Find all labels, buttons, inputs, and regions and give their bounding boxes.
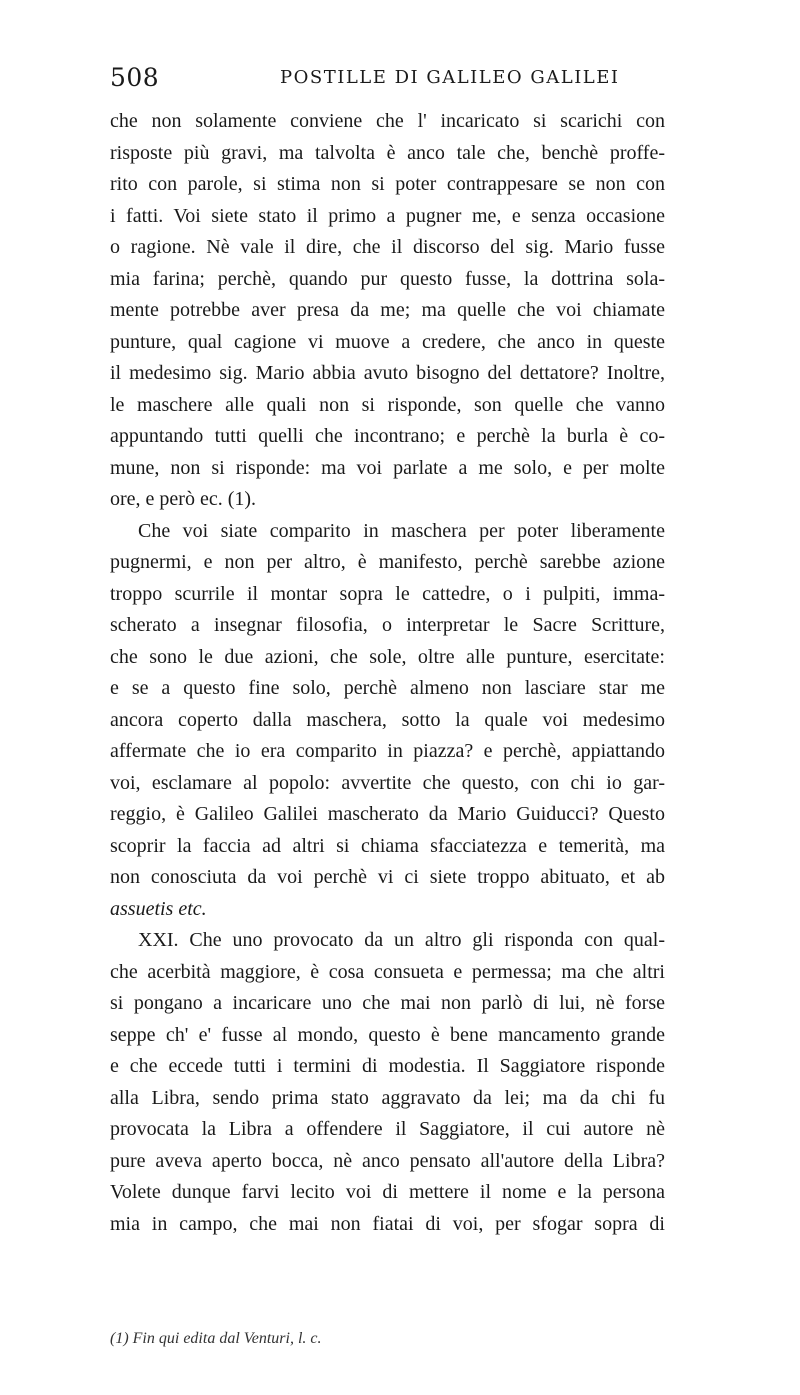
text-line: ore, e però ec. (1). xyxy=(110,488,257,510)
footnote: (1) Fin qui edita dal Venturi, l. c. xyxy=(110,1330,322,1347)
text-line: mune, non si risponde: ma voi parlate a me solo, e per molte xyxy=(110,456,665,479)
running-title: POSTILLE DI GALILEO GALILEI xyxy=(280,67,620,88)
text-line: ancora coperto dalla maschera, sotto la quale voi medesimo xyxy=(110,708,665,731)
text-line: pure aveva aperto bocca, nè anco pensato all'autore della Libra? xyxy=(110,1149,665,1172)
text-line: rito con parole, si stima non si poter contrappesare se non con xyxy=(110,173,665,195)
text-line: punture, qual cagione vi muove a credere, che anco in queste xyxy=(110,330,665,353)
text-line: Che voi siate comparito in maschera per poter liberamente xyxy=(138,519,665,542)
text-line: e che eccede tutti i termini di modestia. Il Saggiatore risponde xyxy=(110,1055,665,1077)
text-line: alla Libra, sendo prima stato aggravato da lei; ma da chi fu xyxy=(110,1086,665,1109)
text-line: o ragione. Nè vale il dire, che il discorso del sig. Mario fusse xyxy=(110,236,665,258)
text-line: e se a questo fine solo, perchè almeno non lasciare star me xyxy=(110,677,665,699)
page-number: 508 xyxy=(110,63,160,92)
text-line: mia in campo, che mai non fiatai di voi, per sfogar sopra di xyxy=(110,1212,665,1235)
text-line: che acerbità maggiore, è cosa consueta e permessa; ma che altri xyxy=(110,960,665,983)
text-line: mia farina; perchè, quando pur questo fusse, la dottrina sola- xyxy=(110,267,665,290)
text-line: scoprir la faccia ad altri si chiama sfacciatezza e temerità, ma xyxy=(110,834,665,857)
text-line: risposte più gravi, ma talvolta è anco tale che, benchè proffe- xyxy=(110,141,665,164)
body-text xyxy=(110,106,665,1240)
text-line: XXI. Che uno provocato da un altro gli risponda con qual- xyxy=(138,929,665,951)
text-line: appuntando tutti quelli che incontrano; e perchè la burla è co- xyxy=(110,425,665,447)
text-line: le maschere alle quali non si risponde, son quelle che vanno xyxy=(110,393,665,416)
text-line: provocata la Libra a offendere il Saggiatore, il cui autore nè xyxy=(110,1118,665,1140)
text-line: assuetis etc. xyxy=(110,897,207,920)
text-line: Volete dunque farvi lecito voi di mettere il nome e la persona xyxy=(110,1181,665,1203)
text-line: scherato a insegnar filosofia, o interpretar le Sacre Scritture, xyxy=(110,614,665,636)
text-line: il medesimo sig. Mario abbia avuto bisogno del dettatore? Inoltre, xyxy=(110,362,665,384)
text-line: reggio, è Galileo Galilei mascherato da Mario Guiducci? Questo xyxy=(110,803,665,825)
text-line: seppe ch' e' fusse al mondo, questo è bene mancamento grande xyxy=(110,1023,665,1046)
text-line: pugnermi, e non per altro, è manifesto, perchè sarebbe azione xyxy=(110,551,665,573)
running-head xyxy=(110,63,630,93)
text-line: non conosciuta da voi perchè vi ci siete troppo abituato, et ab xyxy=(110,866,665,888)
text-line: i fatti. Voi siete stato il primo a pugner me, e senza occasione xyxy=(110,204,665,227)
text-line: mente potrebbe aver presa da me; ma quelle che voi chiamate xyxy=(110,299,665,321)
text-line: che non solamente conviene che l' incaricato si scarichi con xyxy=(110,110,665,132)
text-line: voi, esclamare al popolo: avvertite che questo, con chi io gar- xyxy=(110,771,665,794)
text-line: affermate che io era comparito in piazza? e perchè, appiattando xyxy=(110,740,665,762)
text-line: si pongano a incaricare uno che mai non parlò di lui, nè forse xyxy=(110,992,665,1014)
text-line: che sono le due azioni, che sole, oltre alle punture, esercitate: xyxy=(110,645,665,668)
text-line: troppo scurrile il montar sopra le cattedre, o i pulpiti, imma- xyxy=(110,582,665,605)
